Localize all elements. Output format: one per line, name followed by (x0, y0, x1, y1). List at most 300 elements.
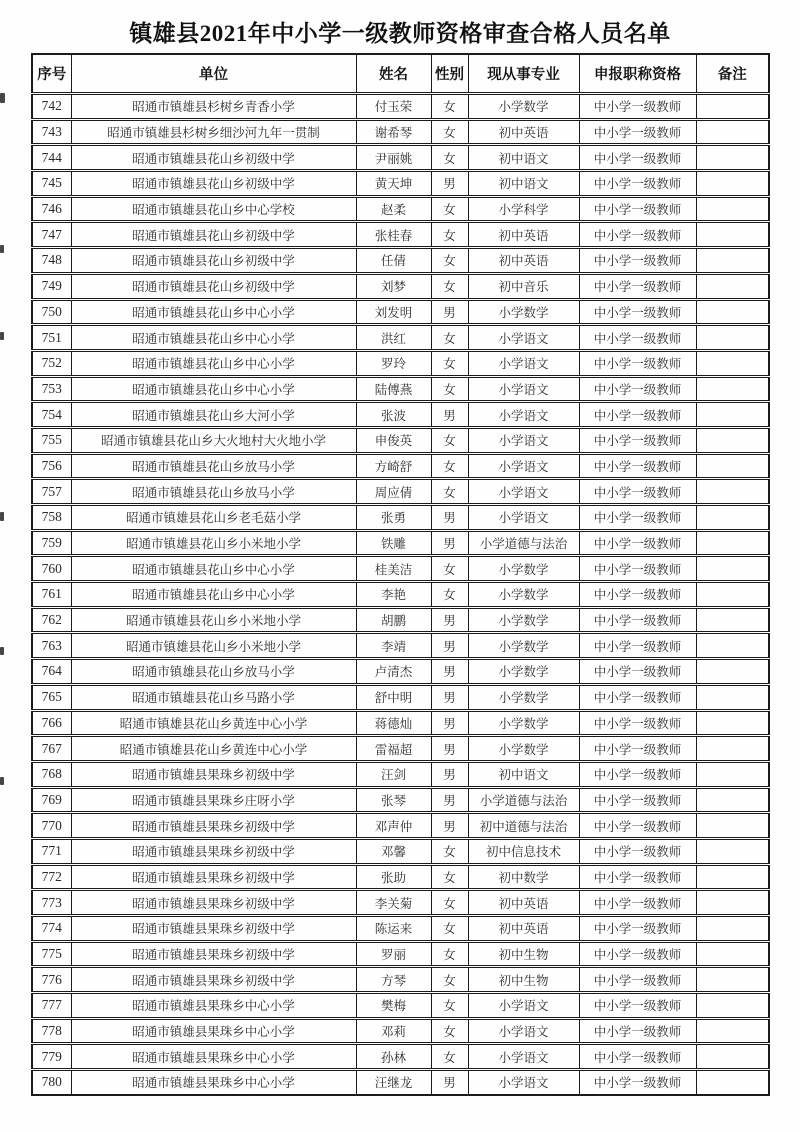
cell-gender: 女 (431, 376, 468, 402)
cell-gender: 女 (431, 427, 468, 453)
cell-title: 中小学一级教师 (579, 505, 696, 531)
cell-name: 张勇 (356, 505, 431, 531)
cell-index: 768 (32, 761, 71, 787)
table-row (32, 967, 769, 993)
cell-major: 初中生物 (468, 967, 579, 993)
cell-name: 张波 (356, 402, 431, 428)
table-row (32, 505, 769, 531)
cell-index: 748 (32, 248, 71, 274)
cell-remark (696, 273, 769, 299)
table-row (32, 633, 769, 659)
cell-name: 赵柔 (356, 196, 431, 222)
table-row (32, 684, 769, 710)
cell-remark (696, 453, 769, 479)
cell-title: 中小学一级教师 (579, 967, 696, 993)
column-header-title: 申报职称资格 (579, 54, 696, 94)
cell-title: 中小学一级教师 (579, 402, 696, 428)
cell-title: 中小学一级教师 (579, 145, 696, 171)
cell-unit: 昭通市镇雄县果珠乡初级中学 (71, 813, 356, 839)
cell-title: 中小学一级教师 (579, 94, 696, 120)
cell-unit: 昭通市镇雄县果珠乡初级中学 (71, 941, 356, 967)
table-row (32, 171, 769, 197)
column-header-index: 序号 (32, 54, 71, 94)
cell-title: 中小学一级教师 (579, 633, 696, 659)
cell-remark (696, 1070, 769, 1095)
cell-unit: 昭通市镇雄县果珠乡初级中学 (71, 967, 356, 993)
cell-major: 小学语文 (468, 1044, 579, 1070)
table-row (32, 864, 769, 890)
cell-gender: 女 (431, 325, 468, 351)
cell-remark (696, 864, 769, 890)
column-header-remark: 备注 (696, 54, 769, 94)
cell-index: 756 (32, 453, 71, 479)
cell-name: 黄天坤 (356, 171, 431, 197)
column-header-unit: 单位 (71, 54, 356, 94)
table-row (32, 273, 769, 299)
cell-unit: 昭通市镇雄县果珠乡中心小学 (71, 993, 356, 1019)
cell-remark (696, 479, 769, 505)
cell-gender: 女 (431, 145, 468, 171)
cell-name: 邓莉 (356, 1018, 431, 1044)
cell-index: 746 (32, 196, 71, 222)
cell-remark (696, 761, 769, 787)
table-row (32, 1044, 769, 1070)
cell-major: 初中英语 (468, 119, 579, 145)
scan-artifact (0, 512, 4, 521)
cell-title: 中小学一级教师 (579, 787, 696, 813)
cell-remark (696, 659, 769, 685)
cell-index: 745 (32, 171, 71, 197)
table-row (32, 427, 769, 453)
cell-title: 中小学一级教师 (579, 376, 696, 402)
table-row (32, 1070, 769, 1095)
cell-major: 初中语文 (468, 145, 579, 171)
table-row (32, 916, 769, 942)
cell-unit: 昭通市镇雄县花山乡中心小学 (71, 350, 356, 376)
cell-major: 小学语文 (468, 1018, 579, 1044)
cell-title: 中小学一级教师 (579, 582, 696, 608)
cell-gender: 男 (431, 813, 468, 839)
cell-title: 中小学一级教师 (579, 556, 696, 582)
cell-name: 付玉荣 (356, 94, 431, 120)
cell-unit: 昭通市镇雄县花山乡黄连中心小学 (71, 710, 356, 736)
cell-remark (696, 171, 769, 197)
cell-gender: 男 (431, 633, 468, 659)
table-row (32, 761, 769, 787)
cell-unit: 昭通市镇雄县花山乡中心小学 (71, 376, 356, 402)
cell-name: 周应倩 (356, 479, 431, 505)
cell-unit: 昭通市镇雄县花山乡小米地小学 (71, 530, 356, 556)
column-header-major: 现从事专业 (468, 54, 579, 94)
cell-gender: 女 (431, 94, 468, 120)
cell-major: 小学数学 (468, 633, 579, 659)
cell-index: 755 (32, 427, 71, 453)
cell-major: 小学语文 (468, 427, 579, 453)
cell-name: 胡鹏 (356, 607, 431, 633)
cell-title: 中小学一级教师 (579, 530, 696, 556)
cell-index: 764 (32, 659, 71, 685)
cell-unit: 昭通市镇雄县花山乡初级中学 (71, 222, 356, 248)
cell-major: 初中生物 (468, 941, 579, 967)
cell-major: 初中英语 (468, 916, 579, 942)
cell-title: 中小学一级教师 (579, 993, 696, 1019)
cell-remark (696, 556, 769, 582)
cell-unit: 昭通市镇雄县果珠乡初级中学 (71, 864, 356, 890)
table-row (32, 813, 769, 839)
table-row (32, 890, 769, 916)
cell-gender: 女 (431, 1018, 468, 1044)
cell-major: 初中道德与法治 (468, 813, 579, 839)
cell-gender: 女 (431, 350, 468, 376)
cell-name: 孙林 (356, 1044, 431, 1070)
cell-name: 张桂春 (356, 222, 431, 248)
cell-gender: 男 (431, 787, 468, 813)
cell-title: 中小学一级教师 (579, 916, 696, 942)
cell-gender: 女 (431, 273, 468, 299)
cell-index: 753 (32, 376, 71, 402)
cell-gender: 男 (431, 1070, 468, 1095)
cell-gender: 女 (431, 556, 468, 582)
cell-name: 邓馨 (356, 838, 431, 864)
cell-unit: 昭通市镇雄县花山乡中心小学 (71, 556, 356, 582)
cell-unit: 昭通市镇雄县果珠乡初级中学 (71, 916, 356, 942)
table-row (32, 1018, 769, 1044)
cell-remark (696, 222, 769, 248)
table-body (32, 94, 769, 1095)
cell-name: 任倩 (356, 248, 431, 274)
cell-name: 铁雕 (356, 530, 431, 556)
cell-index: 747 (32, 222, 71, 248)
cell-remark (696, 402, 769, 428)
cell-index: 749 (32, 273, 71, 299)
cell-gender: 男 (431, 710, 468, 736)
cell-name: 张琴 (356, 787, 431, 813)
cell-gender: 男 (431, 505, 468, 531)
cell-major: 小学语文 (468, 325, 579, 351)
table-row (32, 94, 769, 120)
cell-title: 中小学一级教师 (579, 659, 696, 685)
cell-unit: 昭通市镇雄县花山乡中心学校 (71, 196, 356, 222)
cell-remark (696, 736, 769, 762)
cell-index: 767 (32, 736, 71, 762)
cell-gender: 女 (431, 993, 468, 1019)
cell-remark (696, 427, 769, 453)
table-row (32, 838, 769, 864)
cell-title: 中小学一级教师 (579, 171, 696, 197)
cell-title: 中小学一级教师 (579, 1044, 696, 1070)
cell-name: 邓声仲 (356, 813, 431, 839)
cell-remark (696, 145, 769, 171)
cell-index: 744 (32, 145, 71, 171)
cell-unit: 昭通市镇雄县花山乡中心小学 (71, 325, 356, 351)
cell-gender: 女 (431, 196, 468, 222)
cell-index: 777 (32, 993, 71, 1019)
cell-major: 小学数学 (468, 607, 579, 633)
cell-gender: 男 (431, 402, 468, 428)
cell-index: 763 (32, 633, 71, 659)
cell-title: 中小学一级教师 (579, 479, 696, 505)
cell-title: 中小学一级教师 (579, 427, 696, 453)
cell-remark (696, 967, 769, 993)
cell-unit: 昭通市镇雄县花山乡放马小学 (71, 453, 356, 479)
cell-name: 张助 (356, 864, 431, 890)
cell-title: 中小学一级教师 (579, 761, 696, 787)
cell-name: 雷福超 (356, 736, 431, 762)
cell-remark (696, 119, 769, 145)
table-row (32, 556, 769, 582)
cell-major: 小学道德与法治 (468, 530, 579, 556)
cell-index: 758 (32, 505, 71, 531)
cell-gender: 男 (431, 299, 468, 325)
cell-index: 774 (32, 916, 71, 942)
cell-remark (696, 530, 769, 556)
cell-name: 樊梅 (356, 993, 431, 1019)
cell-unit: 昭通市镇雄县果珠乡中心小学 (71, 1018, 356, 1044)
cell-title: 中小学一级教师 (579, 838, 696, 864)
cell-title: 中小学一级教师 (579, 299, 696, 325)
cell-title: 中小学一级教师 (579, 273, 696, 299)
cell-gender: 女 (431, 1044, 468, 1070)
cell-major: 小学语文 (468, 505, 579, 531)
table-row (32, 453, 769, 479)
cell-gender: 女 (431, 582, 468, 608)
cell-index: 775 (32, 941, 71, 967)
cell-gender: 女 (431, 967, 468, 993)
cell-title: 中小学一级教师 (579, 941, 696, 967)
table-row (32, 325, 769, 351)
cell-gender: 男 (431, 607, 468, 633)
cell-gender: 女 (431, 479, 468, 505)
column-header-name: 姓名 (356, 54, 431, 94)
cell-major: 小学语文 (468, 350, 579, 376)
cell-remark (696, 684, 769, 710)
cell-index: 772 (32, 864, 71, 890)
cell-gender: 男 (431, 684, 468, 710)
cell-remark (696, 710, 769, 736)
cell-gender: 男 (431, 659, 468, 685)
cell-major: 小学数学 (468, 94, 579, 120)
cell-index: 752 (32, 350, 71, 376)
cell-index: 779 (32, 1044, 71, 1070)
cell-title: 中小学一级教师 (579, 325, 696, 351)
cell-index: 761 (32, 582, 71, 608)
cell-unit: 昭通市镇雄县花山乡中心小学 (71, 582, 356, 608)
cell-gender: 女 (431, 119, 468, 145)
qualified-teachers-table (31, 53, 770, 1096)
cell-remark (696, 916, 769, 942)
cell-name: 洪红 (356, 325, 431, 351)
cell-index: 780 (32, 1070, 71, 1095)
table-row (32, 479, 769, 505)
cell-unit: 昭通市镇雄县花山乡初级中学 (71, 273, 356, 299)
cell-name: 尹丽姚 (356, 145, 431, 171)
table-row (32, 145, 769, 171)
cell-title: 中小学一级教师 (579, 119, 696, 145)
cell-unit: 昭通市镇雄县果珠乡初级中学 (71, 761, 356, 787)
cell-index: 769 (32, 787, 71, 813)
cell-gender: 女 (431, 248, 468, 274)
cell-remark (696, 838, 769, 864)
cell-name: 刘梦 (356, 273, 431, 299)
cell-unit: 昭通市镇雄县花山乡初级中学 (71, 248, 356, 274)
cell-major: 小学语文 (468, 479, 579, 505)
cell-title: 中小学一级教师 (579, 222, 696, 248)
cell-remark (696, 248, 769, 274)
cell-major: 初中语文 (468, 171, 579, 197)
cell-title: 中小学一级教师 (579, 196, 696, 222)
table-row (32, 607, 769, 633)
cell-index: 766 (32, 710, 71, 736)
cell-gender: 女 (431, 222, 468, 248)
cell-index: 765 (32, 684, 71, 710)
cell-title: 中小学一级教师 (579, 684, 696, 710)
table-row (32, 350, 769, 376)
cell-unit: 昭通市镇雄县花山乡放马小学 (71, 479, 356, 505)
cell-major: 小学语文 (468, 453, 579, 479)
cell-index: 771 (32, 838, 71, 864)
cell-title: 中小学一级教师 (579, 1018, 696, 1044)
table-row (32, 376, 769, 402)
table-row (32, 299, 769, 325)
cell-title: 中小学一级教师 (579, 864, 696, 890)
cell-unit: 昭通市镇雄县花山乡老毛菇小学 (71, 505, 356, 531)
cell-title: 中小学一级教师 (579, 453, 696, 479)
cell-title: 中小学一级教师 (579, 350, 696, 376)
table-header-row (32, 54, 769, 94)
table-row (32, 119, 769, 145)
table-row (32, 222, 769, 248)
cell-unit: 昭通市镇雄县果珠乡初级中学 (71, 838, 356, 864)
table-row (32, 530, 769, 556)
cell-unit: 昭通市镇雄县花山乡大河小学 (71, 402, 356, 428)
cell-title: 中小学一级教师 (579, 248, 696, 274)
cell-major: 初中英语 (468, 222, 579, 248)
cell-index: 743 (32, 119, 71, 145)
cell-index: 773 (32, 890, 71, 916)
cell-unit: 昭通市镇雄县花山乡初级中学 (71, 171, 356, 197)
cell-unit: 昭通市镇雄县果珠乡庄呀小学 (71, 787, 356, 813)
cell-gender: 男 (431, 171, 468, 197)
cell-gender: 男 (431, 761, 468, 787)
cell-unit: 昭通市镇雄县花山乡初级中学 (71, 145, 356, 171)
cell-index: 751 (32, 325, 71, 351)
cell-major: 小学语文 (468, 376, 579, 402)
cell-remark (696, 325, 769, 351)
table-row (32, 736, 769, 762)
cell-major: 初中英语 (468, 248, 579, 274)
cell-name: 申俊英 (356, 427, 431, 453)
cell-remark (696, 607, 769, 633)
cell-remark (696, 376, 769, 402)
cell-remark (696, 993, 769, 1019)
cell-remark (696, 813, 769, 839)
cell-major: 小学数学 (468, 710, 579, 736)
cell-unit: 昭通市镇雄县花山乡放马小学 (71, 659, 356, 685)
page-title: 镇雄县2021年中小学一级教师资格审查合格人员名单 (129, 21, 671, 46)
cell-name: 陈运来 (356, 916, 431, 942)
cell-remark (696, 196, 769, 222)
cell-major: 小学数学 (468, 299, 579, 325)
cell-remark (696, 299, 769, 325)
cell-major: 小学数学 (468, 736, 579, 762)
cell-index: 770 (32, 813, 71, 839)
cell-name: 舒中明 (356, 684, 431, 710)
cell-name: 李艳 (356, 582, 431, 608)
cell-major: 小学语文 (468, 1070, 579, 1095)
cell-major: 小学数学 (468, 556, 579, 582)
cell-major: 小学语文 (468, 993, 579, 1019)
cell-unit: 昭通市镇雄县果珠乡中心小学 (71, 1044, 356, 1070)
cell-gender: 男 (431, 736, 468, 762)
cell-major: 初中音乐 (468, 273, 579, 299)
cell-name: 李关菊 (356, 890, 431, 916)
scan-artifact (0, 245, 4, 253)
scan-artifact (0, 777, 4, 785)
table-row (32, 941, 769, 967)
table-row (32, 710, 769, 736)
cell-name: 陆傅燕 (356, 376, 431, 402)
table-row (32, 402, 769, 428)
cell-major: 小学数学 (468, 659, 579, 685)
table-row (32, 787, 769, 813)
cell-unit: 昭通市镇雄县果珠乡初级中学 (71, 890, 356, 916)
cell-title: 中小学一级教师 (579, 710, 696, 736)
cell-major: 小学数学 (468, 684, 579, 710)
cell-gender: 女 (431, 838, 468, 864)
cell-name: 桂美洁 (356, 556, 431, 582)
cell-title: 中小学一级教师 (579, 813, 696, 839)
cell-name: 蒋德灿 (356, 710, 431, 736)
cell-unit: 昭通市镇雄县花山乡中心小学 (71, 299, 356, 325)
cell-index: 760 (32, 556, 71, 582)
cell-remark (696, 94, 769, 120)
cell-title: 中小学一级教师 (579, 890, 696, 916)
cell-title: 中小学一级教师 (579, 1070, 696, 1095)
cell-unit: 昭通市镇雄县杉树乡细沙河九年一贯制 (71, 119, 356, 145)
cell-index: 757 (32, 479, 71, 505)
cell-major: 初中信息技术 (468, 838, 579, 864)
cell-remark (696, 633, 769, 659)
cell-index: 754 (32, 402, 71, 428)
cell-gender: 女 (431, 916, 468, 942)
cell-major: 初中数学 (468, 864, 579, 890)
cell-title: 中小学一级教师 (579, 736, 696, 762)
cell-unit: 昭通市镇雄县花山乡小米地小学 (71, 607, 356, 633)
cell-unit: 昭通市镇雄县花山乡黄连中心小学 (71, 736, 356, 762)
cell-title: 中小学一级教师 (579, 607, 696, 633)
cell-remark (696, 890, 769, 916)
cell-remark (696, 350, 769, 376)
cell-major: 小学科学 (468, 196, 579, 222)
cell-index: 776 (32, 967, 71, 993)
cell-gender: 男 (431, 530, 468, 556)
cell-name: 汪继龙 (356, 1070, 431, 1095)
cell-major: 小学道德与法治 (468, 787, 579, 813)
cell-name: 方琴 (356, 967, 431, 993)
cell-index: 778 (32, 1018, 71, 1044)
cell-name: 刘发明 (356, 299, 431, 325)
cell-gender: 女 (431, 890, 468, 916)
cell-major: 小学语文 (468, 402, 579, 428)
cell-name: 方崎舒 (356, 453, 431, 479)
cell-index: 742 (32, 94, 71, 120)
cell-remark (696, 787, 769, 813)
cell-unit: 昭通市镇雄县花山乡小米地小学 (71, 633, 356, 659)
table-row (32, 993, 769, 1019)
cell-major: 初中语文 (468, 761, 579, 787)
cell-gender: 女 (431, 941, 468, 967)
cell-unit: 昭通市镇雄县花山乡马路小学 (71, 684, 356, 710)
